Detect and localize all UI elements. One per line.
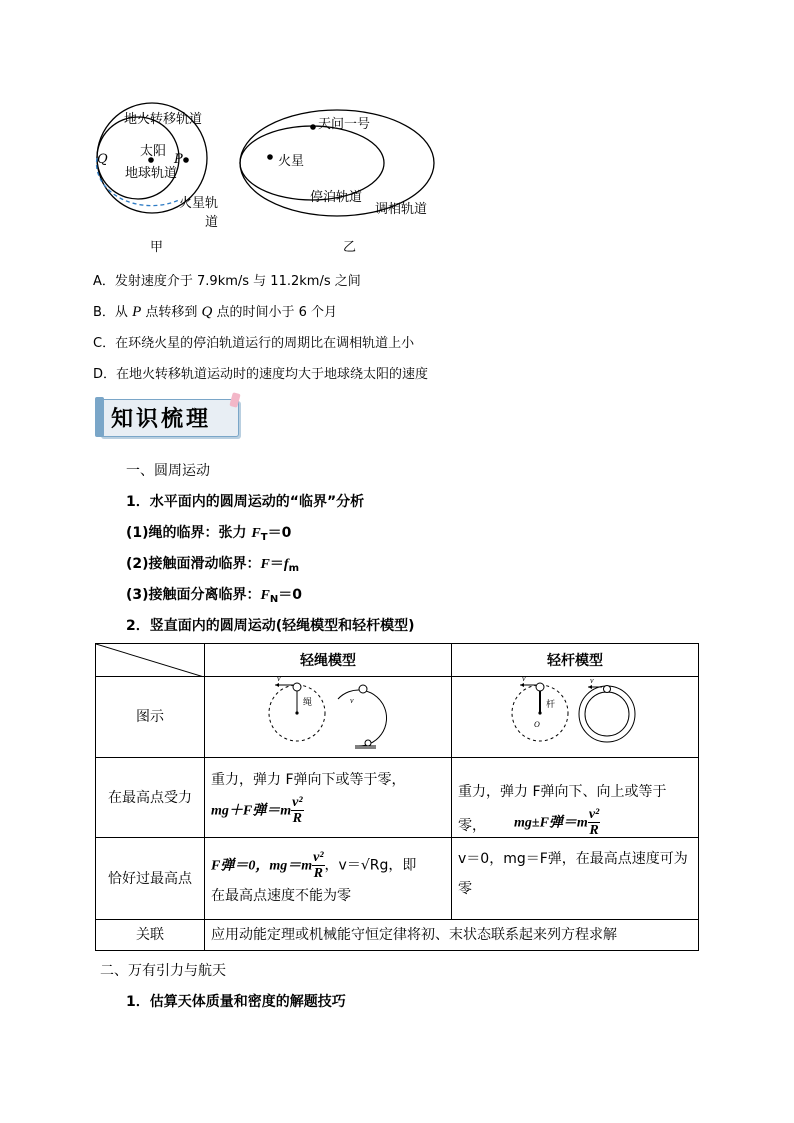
rope-just-formula: F弹＝0，mg＝m $\frac{\text{v²}}{R}$ ，v＝√Rg，即	[211, 850, 417, 881]
table-row	[96, 838, 699, 920]
rod-force-text: 重力，弹力 F弹向下、向上或等于零，	[458, 783, 667, 834]
rod-force-formula: mg±F弹＝m $\frac{\text{v²}}{R}$	[514, 806, 600, 838]
svg-text:v: v	[277, 677, 281, 683]
label-point-q: Q	[97, 152, 108, 167]
label-parking-orbit: 停泊轨道	[310, 190, 363, 205]
row-head-diagram: 图示	[96, 677, 205, 758]
label-mars-orbit: 火星轨道	[178, 196, 218, 230]
heading-gravitation: 二、万有引力与航天	[100, 963, 226, 979]
table-row	[96, 644, 699, 677]
caption-yi: 乙	[343, 240, 357, 255]
rope-force-text: 重力，弹力 F弹向下或等于零，	[211, 772, 406, 788]
header-rope-model: 轻绳模型	[205, 644, 452, 677]
rod-force-cell	[452, 758, 699, 838]
item-slide-critical: (2)接触面滑动临界：$F=f_m$	[126, 556, 299, 574]
svg-text:v: v	[350, 696, 354, 705]
rope-just-text: 在最高点速度不能为零	[211, 888, 351, 904]
p-dot	[183, 157, 189, 163]
heading-circular-motion: 一、圆周运动	[126, 463, 210, 479]
table-row	[96, 758, 699, 838]
row-head-just-top: 恰好过最高点	[96, 838, 205, 920]
earth-orbit-circle	[97, 117, 179, 199]
subheading-horizontal: 1．水平面内的圆周运动的“临界”分析	[126, 494, 365, 510]
caption-jia: 甲	[150, 240, 164, 255]
label-point-p: P	[174, 152, 183, 167]
item-rope-critical: (1)绳的临界：张力 $F_T=0$	[126, 525, 292, 543]
row-head-link: 关联	[96, 920, 205, 951]
rope-diagrams	[205, 677, 451, 753]
probe-dot	[310, 124, 316, 130]
svg-text:v: v	[522, 677, 526, 683]
mars-dot	[267, 154, 273, 160]
table-row	[96, 677, 699, 758]
option-b: B．从 P 点转移到 Q 点的时间小于 6 个月	[93, 304, 338, 320]
option-d: D．在地火转移轨道运动时的速度均大于地球绕太阳的速度	[93, 367, 429, 382]
rope-force-formula: mg＋F弹＝m $\frac{\text{v²}}{R}$	[211, 795, 303, 826]
rod-force-wrap	[458, 775, 692, 838]
label-earth-orbit: 地球轨道	[125, 166, 178, 181]
rod-just-cell: v＝0，mg＝F弹，在最高点速度可为零	[452, 838, 699, 920]
model-table	[95, 643, 699, 951]
corner-cell	[96, 644, 205, 677]
rod-diagram-cell	[452, 677, 699, 758]
row-head-force: 在最高点受力	[96, 758, 205, 838]
rope-just-cell	[205, 838, 452, 920]
label-mars: 火星	[278, 154, 305, 169]
svg-text:v: v	[590, 677, 594, 685]
rope-diagram-cell	[205, 677, 452, 758]
option-c: C．在环绕火星的停泊轨道运行的周期比在调相轨道上小	[93, 336, 415, 351]
link-cell: 应用动能定理或机械能守恒定律将初、末状态联系起来列方程求解	[205, 920, 699, 951]
subheading-estimate: 1．估算天体质量和密度的解题技巧	[126, 994, 346, 1010]
subheading-vertical: 2．竖直面内的圆周运动(轻绳模型和轻杆模型)	[126, 618, 415, 634]
svg-text:杆: 杆	[546, 700, 556, 710]
label-phasing-orbit: 调相轨道	[375, 202, 428, 217]
banner-title: 知识梳理	[111, 406, 212, 432]
label-transfer-orbit: 地火转移轨道	[124, 112, 203, 127]
label-probe: 天问一号	[318, 117, 371, 132]
header-rod-model: 轻杆模型	[452, 644, 699, 677]
item-separation-critical: (3)接触面分离临界：$F_N=0$	[126, 587, 303, 605]
section-banner	[95, 393, 245, 439]
rod-diagrams	[452, 677, 698, 753]
svg-text:绳: 绳	[303, 698, 313, 708]
label-sun: 太阳	[140, 144, 167, 159]
diagonal-line	[96, 644, 204, 677]
table-row	[96, 920, 699, 951]
rope-force-cell	[205, 758, 452, 838]
option-a: A．发射速度介于 7.9km/s 与 11.2km/s 之间	[93, 274, 361, 289]
svg-text:O: O	[534, 720, 540, 729]
